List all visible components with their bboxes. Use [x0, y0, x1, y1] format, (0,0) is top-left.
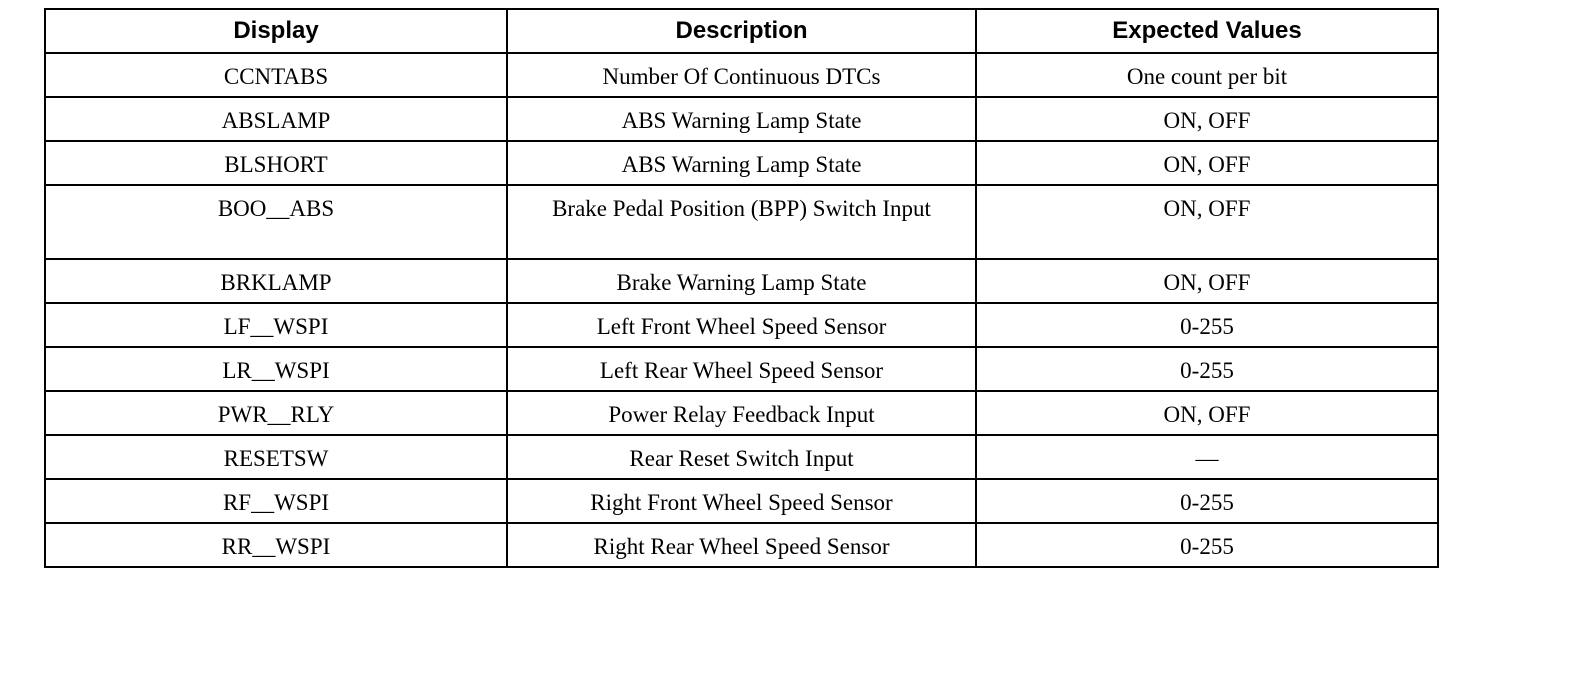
cell-expected-values: — — [976, 435, 1438, 479]
cell-display: RR__WSPI — [45, 523, 507, 567]
cell-expected-values: 0-255 — [976, 347, 1438, 391]
cell-display: CCNTABS — [45, 53, 507, 97]
cell-expected-values: 0-255 — [976, 523, 1438, 567]
header-expected-values: Expected Values — [976, 9, 1438, 53]
cell-display: BRKLAMP — [45, 259, 507, 303]
cell-description: ABS Warning Lamp State — [507, 97, 976, 141]
cell-display: RF__WSPI — [45, 479, 507, 523]
cell-description: Brake Warning Lamp State — [507, 259, 976, 303]
cell-display: ABSLAMP — [45, 97, 507, 141]
table-row — [45, 479, 1438, 523]
cell-expected-values: ON, OFF — [976, 97, 1438, 141]
cell-expected-values: ON, OFF — [976, 185, 1438, 259]
cell-display: PWR__RLY — [45, 391, 507, 435]
cell-description: Right Rear Wheel Speed Sensor — [507, 523, 976, 567]
cell-expected-values: ON, OFF — [976, 259, 1438, 303]
cell-display: LR__WSPI — [45, 347, 507, 391]
table-row — [45, 185, 1438, 259]
table-row — [45, 97, 1438, 141]
table-row — [45, 53, 1438, 97]
cell-description: Left Rear Wheel Speed Sensor — [507, 347, 976, 391]
cell-display: BLSHORT — [45, 141, 507, 185]
pid-table — [44, 8, 1439, 568]
table-row — [45, 259, 1438, 303]
cell-expected-values: 0-255 — [976, 303, 1438, 347]
cell-description: ABS Warning Lamp State — [507, 141, 976, 185]
cell-description: Rear Reset Switch Input — [507, 435, 976, 479]
cell-display: LF__WSPI — [45, 303, 507, 347]
table-row — [45, 435, 1438, 479]
header-row — [45, 9, 1438, 53]
cell-expected-values: One count per bit — [976, 53, 1438, 97]
cell-expected-values: 0-255 — [976, 479, 1438, 523]
cell-description: Power Relay Feedback Input — [507, 391, 976, 435]
table-row — [45, 303, 1438, 347]
header-display: Display — [45, 9, 507, 53]
table-row — [45, 391, 1438, 435]
cell-description: Number Of Continuous DTCs — [507, 53, 976, 97]
cell-description: Right Front Wheel Speed Sensor — [507, 479, 976, 523]
table-row — [45, 141, 1438, 185]
table-row — [45, 347, 1438, 391]
cell-description: Brake Pedal Position (BPP) Switch Input — [507, 185, 976, 259]
cell-display: RESETSW — [45, 435, 507, 479]
table-row — [45, 523, 1438, 567]
cell-expected-values: ON, OFF — [976, 391, 1438, 435]
cell-expected-values: ON, OFF — [976, 141, 1438, 185]
cell-description: Left Front Wheel Speed Sensor — [507, 303, 976, 347]
header-description: Description — [507, 9, 976, 53]
cell-display: BOO__ABS — [45, 185, 507, 259]
